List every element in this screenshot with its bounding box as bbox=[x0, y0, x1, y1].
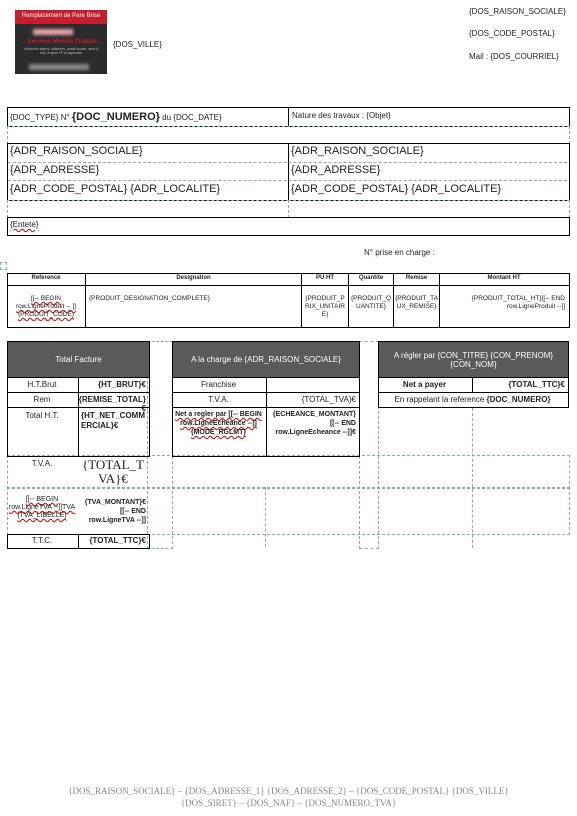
rem-value: {REMISE_TOTAL}€ bbox=[78, 395, 146, 413]
header-a-la-charge: A la charge de {ADR_RAISON_SOCIALE} bbox=[172, 341, 360, 378]
col-reference: Reference bbox=[31, 275, 61, 281]
logo-web-blurred bbox=[29, 64, 89, 70]
ht-brut-value: {HT_BRUT}€ bbox=[97, 380, 146, 389]
rem-label: Rem bbox=[33, 395, 51, 404]
net-payer-label: Net a payer bbox=[402, 380, 447, 389]
col-designation: Designation bbox=[176, 275, 211, 281]
doc-du: du bbox=[162, 113, 172, 122]
ht-brut-label: H.T.Brut bbox=[27, 380, 57, 389]
col-pu-ht: PU HT bbox=[316, 275, 334, 281]
products-table bbox=[7, 273, 569, 327]
prise-en-charge: N° prise en charge : bbox=[364, 248, 435, 257]
ttc-label: T.T.C. bbox=[31, 536, 53, 545]
logo-banner: Remplacement de Pare Brise bbox=[21, 13, 101, 19]
logo-small-text: Véhicules légers, utilitaires, poids lourds, vans & bus, engins TP et agricoles bbox=[23, 47, 99, 55]
company-logo bbox=[15, 10, 107, 74]
tva2-value: {TOTAL_TVA}€ bbox=[301, 395, 356, 404]
cell-pu: {PRODUIT_PRIX_UNITAIRE} bbox=[305, 295, 345, 318]
doc-numero: {DOC_NUMERO} bbox=[71, 111, 160, 123]
header-total-facture: Total Facture bbox=[7, 341, 150, 378]
total-ht-label: Total H.T. bbox=[25, 411, 59, 420]
footer-line1: {DOS_RAISON_SOCIALE} – {DOS_ADRESSE_1} {DOS_ADRESSE_2} – {DOS_CODE_POSTAL} {DOS_VILLE} bbox=[68, 786, 509, 796]
cell-designation: {PRODUIT_DESIGNATION_COMPLETE} bbox=[89, 295, 210, 302]
net-payer-value: {TOTAL_TTC}€ bbox=[508, 380, 565, 389]
doc-date: {DOC_DATE} bbox=[173, 113, 222, 122]
logo-service: Service Mobile Gratuit bbox=[27, 38, 97, 45]
header-a-regler bbox=[378, 341, 569, 378]
franchise-label: Franchise bbox=[200, 380, 237, 389]
col-quantite: Quantite bbox=[358, 275, 384, 281]
right-adr-cp-localite: {ADR_CODE_POSTAL} {ADR_LOCALITE} bbox=[291, 183, 502, 195]
document-header-block bbox=[7, 107, 569, 235]
doc-type: {DOC_TYPE} N° bbox=[10, 113, 70, 122]
footer bbox=[0, 785, 577, 809]
cell-qte: {PRODUIT_QUANTITE} bbox=[350, 295, 392, 310]
right-adr-adresse: {ADR_ADRESSE} bbox=[291, 164, 381, 176]
tva-big-value: {TOTAL_TVA}€ bbox=[81, 457, 144, 486]
logo-phone-blurred bbox=[33, 29, 73, 35]
echeance-value: {ECHEANCE_MONTANT}[[-- END row.LigneEcheance --]]€ bbox=[272, 411, 356, 436]
dos-raison-sociale: {DOS_RAISON_SOCIALE} bbox=[469, 7, 566, 16]
rappel-doc-numero: {DOC_NUMERO} bbox=[486, 395, 551, 404]
rappel-reference bbox=[378, 395, 567, 404]
totals-section bbox=[7, 341, 569, 549]
tva-montant: {TVA_MONTANT}€[[-- END row.LigneTVA --]] bbox=[84, 499, 146, 524]
col-remise: Remise bbox=[405, 275, 428, 281]
total-ht-value: {HT_NET_COMMERCIAL}€ bbox=[81, 411, 146, 430]
left-adr-adresse: {ADR_ADRESSE} bbox=[10, 164, 100, 176]
nature-travaux: Nature des travaux : {Objet} bbox=[292, 111, 391, 120]
cell-montant: {PRODUIT_TOTAL_HT}[[-- END row.LigneProduit --]] bbox=[471, 295, 565, 310]
anchor-marker bbox=[0, 262, 7, 270]
left-adr-raison: {ADR_RAISON_SOCIALE} bbox=[10, 145, 143, 157]
doc-title-line bbox=[10, 111, 222, 123]
cell-ref: [[-- BEGIN row.LigneProduit -- ]]{PRODUIT_CODE} bbox=[16, 295, 76, 318]
tva-begin: [[-- BEGIN row.LigneTVA --]]TVA {TVA_LIBELLE} bbox=[8, 496, 76, 519]
entete: {Entete} bbox=[10, 220, 39, 229]
ttc-value: {TOTAL_TTC}€ bbox=[89, 536, 146, 545]
dos-ville: {DOS_VILLE} bbox=[113, 40, 162, 49]
tva-label: T.V.A. bbox=[31, 459, 53, 468]
cell-remise: {PRODUIT_TAUX_REMISE} bbox=[395, 295, 438, 310]
dos-courriel: Mail : {DOS_COURRIEL} bbox=[469, 52, 559, 61]
rappel-prefix: En rappelant la reference bbox=[394, 395, 485, 404]
right-adr-raison: {ADR_RAISON_SOCIALE} bbox=[291, 145, 424, 157]
tva2-label: T.V.A. bbox=[208, 395, 229, 404]
footer-line2: {DOS_SIRET} – {DOS_NAF} – {DOS_NUMERO_TVA} bbox=[180, 798, 397, 808]
col-montant-ht: Montant HT bbox=[487, 275, 521, 281]
dos-code-postal: {DOS_CODE_POSTAL} bbox=[469, 29, 555, 38]
net-regler-label: Net a regler par [[-- BEGIN row.LigneEcheance --]]{MODE_RGLMT} bbox=[175, 411, 262, 436]
left-adr-cp-localite: {ADR_CODE_POSTAL} {ADR_LOCALITE} bbox=[10, 183, 221, 195]
header-a-regler-text: A régler par {CON_TITRE} {CON_PRENOM} {CON_NOM} bbox=[393, 350, 554, 369]
